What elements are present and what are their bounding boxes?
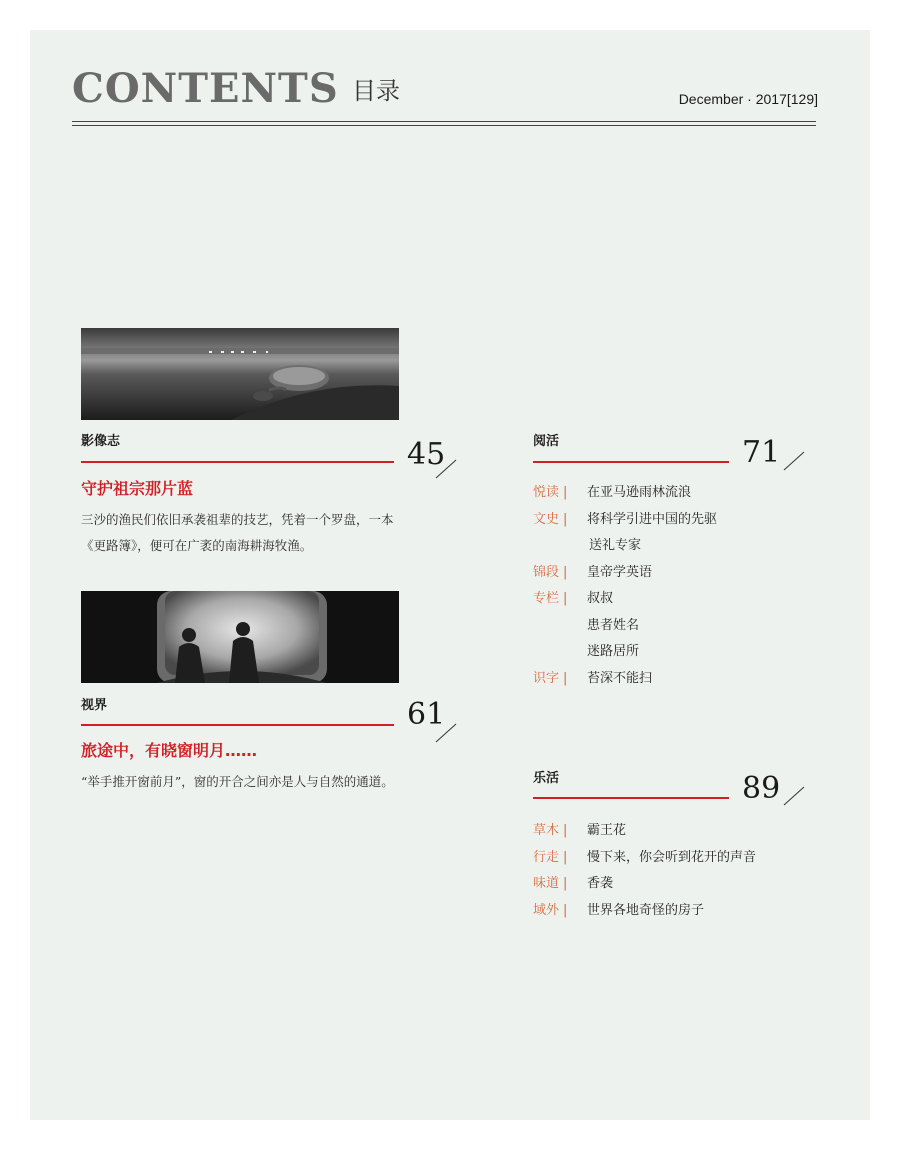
contents-heading-cn: 目录 <box>352 77 400 105</box>
toc-category: 域外 <box>533 902 560 918</box>
toc-separator: | <box>563 591 568 606</box>
toc-category: 识字 <box>533 670 560 686</box>
toc-item[interactable] <box>533 533 833 560</box>
toc-separator: | <box>563 564 568 580</box>
toc-category: 锦段 <box>533 564 560 580</box>
page-slash-decoration <box>782 785 806 807</box>
toc-category: 专栏 <box>533 591 560 606</box>
article-summary: 三沙的渔民们依旧承袭祖辈的技艺，凭着一个罗盘，一本《更路簿》，便可在广袤的南海耕海牧渔。 <box>81 512 394 553</box>
toc-category: 文史 <box>533 511 560 527</box>
toc-separator: | <box>563 902 568 918</box>
window-photo[interactable] <box>81 591 399 683</box>
toc-title: 皇帝学英语 <box>587 564 653 580</box>
page-slash-decoration <box>434 458 458 480</box>
masthead-rule-secondary <box>72 125 816 126</box>
page-number-89[interactable]: 89 <box>742 771 781 806</box>
toc-title: 霸王花 <box>587 823 627 838</box>
contents-heading: CONTENTS <box>72 65 339 112</box>
section-rule <box>533 797 729 799</box>
section-title-shijie: 视界 <box>81 698 108 713</box>
article-summary: “举手推开窗前月”，窗的开合之间亦是人与自然的通道。 <box>81 774 394 789</box>
contents-page <box>30 30 870 1120</box>
window-photo-image <box>81 591 399 683</box>
section-title-yuehuo: 阅活 <box>533 434 560 449</box>
toc-title: 慢下来，你会听到花开的声音 <box>587 849 757 865</box>
section-title-yingxiangzhi: 影像志 <box>81 434 121 449</box>
masthead-rule <box>72 121 816 122</box>
toc-separator: | <box>563 670 568 686</box>
toc-title: 送礼专家 <box>589 538 642 553</box>
toc-item[interactable] <box>533 613 833 640</box>
toc-category: 悦读 <box>533 485 560 500</box>
toc-title: 香袭 <box>587 876 614 891</box>
section-rule <box>533 461 729 463</box>
page-number-61[interactable]: 61 <box>407 697 446 732</box>
headline-link-shouhu[interactable]: 守护祖宗那片蓝 <box>81 479 194 498</box>
toc-list-yuehuo <box>533 480 833 692</box>
turtle-photo[interactable] <box>81 328 399 420</box>
toc-title: 迷路居所 <box>587 644 640 659</box>
section-rule <box>81 461 394 463</box>
page-slash-decoration <box>434 722 458 744</box>
toc-separator: | <box>563 823 568 838</box>
toc-item[interactable] <box>533 818 833 845</box>
section-rule <box>81 724 394 726</box>
toc-item[interactable] <box>533 560 833 587</box>
toc-item[interactable] <box>533 586 833 613</box>
toc-item[interactable] <box>533 845 833 872</box>
toc-title: 在亚马逊雨林流浪 <box>587 485 692 500</box>
issue-date: December · 2017[129] <box>678 91 818 107</box>
toc-title: 将科学引进中国的先驱 <box>587 511 718 527</box>
page-number-71[interactable]: 71 <box>742 435 781 470</box>
toc-title: 患者姓名 <box>587 617 640 633</box>
headline-link-lvtu[interactable]: 旅途中，有晓窗明月…… <box>81 741 258 760</box>
toc-item[interactable] <box>533 898 833 925</box>
toc-separator: | <box>563 876 568 891</box>
section-title-lehuo: 乐活 <box>533 771 560 786</box>
page-slash-decoration <box>782 450 806 472</box>
toc-category: 味道 <box>533 876 560 891</box>
toc-separator: | <box>563 849 568 865</box>
toc-title: 叔叔 <box>587 591 614 606</box>
turtle-photo-image <box>81 328 399 420</box>
toc-separator: | <box>563 511 568 527</box>
toc-category: 草木 <box>533 823 560 838</box>
toc-item[interactable] <box>533 639 833 666</box>
toc-list-lehuo <box>533 818 833 924</box>
page-number-45[interactable]: 45 <box>407 437 446 472</box>
toc-item[interactable] <box>533 507 833 534</box>
toc-item[interactable] <box>533 480 833 507</box>
toc-separator: | <box>563 485 568 500</box>
toc-category: 行走 <box>533 849 560 865</box>
toc-title: 苔深不能扫 <box>587 670 653 686</box>
toc-item[interactable] <box>533 666 833 693</box>
toc-title: 世界各地奇怪的房子 <box>587 902 705 918</box>
toc-item[interactable] <box>533 871 833 898</box>
